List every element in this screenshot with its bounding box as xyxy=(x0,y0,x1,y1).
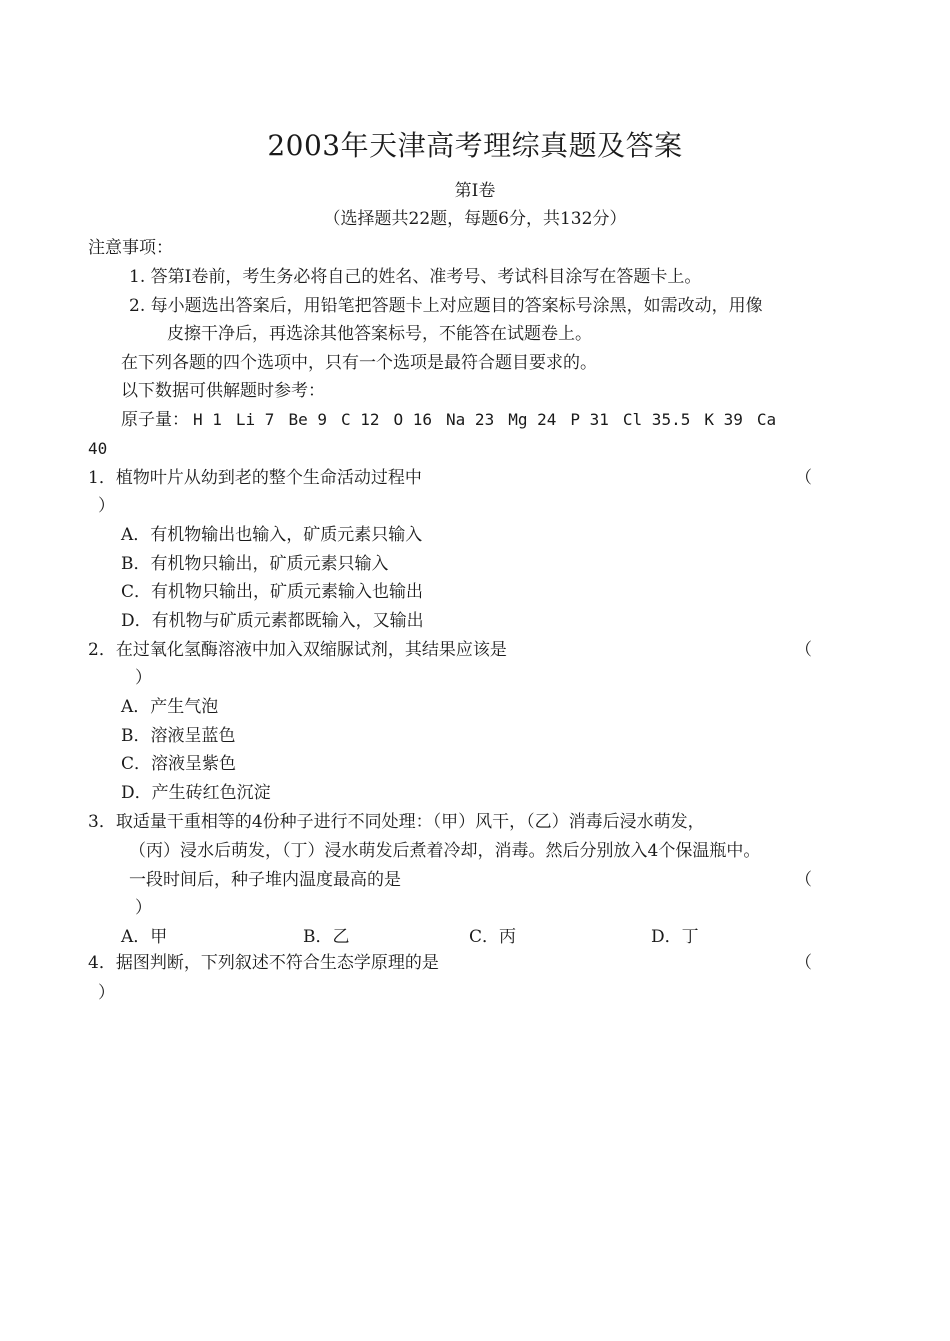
atomic-mass-mg: Mg 24 xyxy=(508,410,557,429)
question-1-option-d: D．有机物与矿质元素都既输入，又输出 xyxy=(121,611,424,631)
notice-heading: 注意事项： xyxy=(88,238,173,258)
question-1-answer-close: ） xyxy=(98,496,115,516)
notice-item-1: 1. 答第Ⅰ卷前，考生务必将自己的姓名、准考号、考试科目涂写在答题卡上。 xyxy=(129,267,702,287)
notice-item-2-continued: 皮擦干净后，再选涂其他答案标号，不能答在试题卷上。 xyxy=(167,324,592,344)
section-label: 第Ⅰ卷 xyxy=(454,181,496,201)
question-1-stem: 1．植物叶片从幼到老的整个生命活动过程中 xyxy=(88,468,422,488)
question-4-answer-close: ） xyxy=(98,983,115,1003)
question-2-option-b: B．溶液呈蓝色 xyxy=(121,726,236,746)
question-3-stem-line-3: 一段时间后，种子堆内温度最高的是 xyxy=(129,870,401,890)
question-3-option-b: B．乙 xyxy=(303,927,350,947)
atomic-mass-cl: Cl 35.5 xyxy=(622,410,691,429)
section-note: （选择题共22题，每题6分，共132分） xyxy=(323,209,627,229)
question-4-stem: 4．据图判断，下列叙述不符合生态学原理的是 xyxy=(88,953,439,973)
instruction: 在下列各题的四个选项中，只有一个选项是最符合题目要求的。 xyxy=(121,353,597,373)
question-2-option-c: C．溶液呈紫色 xyxy=(121,754,237,774)
question-1-option-c: C．有机物只输出，矿质元素输入也输出 xyxy=(121,582,424,602)
atomic-mass-na: Na 23 xyxy=(446,410,495,429)
atomic-mass-wrap: 40 xyxy=(88,439,108,458)
question-3-option-d: D．丁 xyxy=(651,927,699,947)
notice-item-2: 2. 每小题选出答案后，用铅笔把答题卡上对应题目的答案标号涂黑，如需改动，用像 xyxy=(129,296,763,316)
question-3-option-c: C．丙 xyxy=(469,927,517,947)
question-1-answer-open: （ xyxy=(795,468,812,488)
atomic-mass-c: C 12 xyxy=(340,410,380,429)
atomic-mass-label: 原子量： xyxy=(121,410,189,430)
question-3-option-a: A．甲 xyxy=(121,927,168,947)
atomic-mass-p: P 31 xyxy=(570,410,609,429)
atomic-mass-h: H 1 xyxy=(193,410,222,429)
question-1-option-b: B．有机物只输出，矿质元素只输入 xyxy=(121,554,389,574)
question-3-answer-open: （ xyxy=(795,870,812,890)
question-2-option-a: A．产生气泡 xyxy=(121,697,219,717)
question-4-answer-open: （ xyxy=(795,953,812,973)
atomic-mass-be: Be 9 xyxy=(288,410,327,429)
atomic-mass-o: O 16 xyxy=(393,410,433,429)
question-1-option-a: A．有机物输出也输入，矿质元素只输入 xyxy=(121,525,423,545)
question-2-answer-open: （ xyxy=(795,640,812,660)
question-2-option-d: D．产生砖红色沉淀 xyxy=(121,783,271,803)
atomic-mass-line xyxy=(121,409,790,431)
data-note: 以下数据可供解题时参考： xyxy=(121,381,325,401)
question-2-stem: 2．在过氧化氢酶溶液中加入双缩脲试剂，其结果应该是 xyxy=(88,640,507,660)
question-3-answer-close: ） xyxy=(135,898,152,918)
atomic-mass-li: Li 7 xyxy=(235,410,275,429)
atomic-mass-k: K 39 xyxy=(704,410,743,429)
question-2-answer-close: ） xyxy=(135,668,152,688)
question-3-stem-line-2: （丙）浸水后萌发，（丁）浸水萌发后煮着冷却，消毒。然后分别放入4个保温瓶中。 xyxy=(129,841,761,861)
page-title: 2003年天津高考理综真题及答案 xyxy=(267,129,683,162)
atomic-mass-ca: Ca xyxy=(756,410,777,429)
question-3-stem: 3．取适量干重相等的4份种子进行不同处理：（甲）风干，（乙）消毒后浸水萌发， xyxy=(88,812,705,832)
